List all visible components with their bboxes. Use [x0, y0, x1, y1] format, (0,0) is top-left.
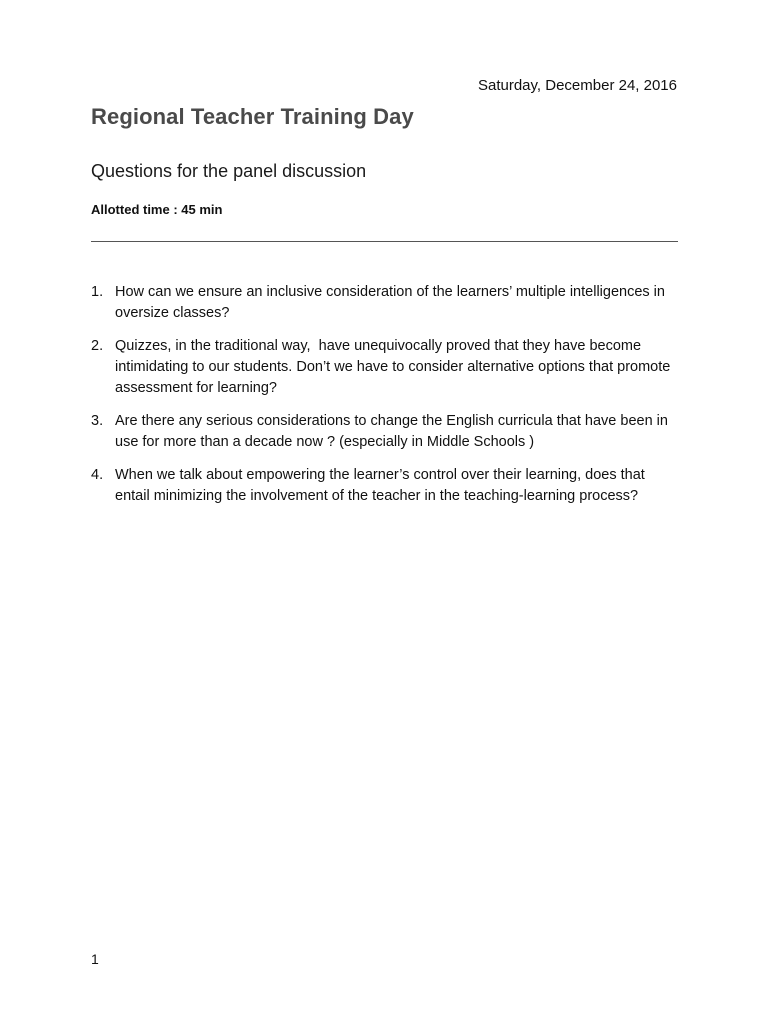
- document-title: Regional Teacher Training Day: [91, 104, 414, 129]
- question-text: Are there any serious considerations to change the English curricula that have been in use for more than a decade now ? (especially in Middle Schools ): [115, 413, 672, 450]
- question-list: [91, 282, 678, 519]
- question-text: Quizzes, in the traditional way, have unequivocally proved that they have become intimidating to our students. Don’t we have to consider alternative options that promote assessment for learning?: [115, 338, 675, 396]
- question-text: How can we ensure an inclusive consideration of the learners’ multiple intelligences in oversize classes?: [115, 284, 669, 321]
- question-number: 3.: [91, 413, 104, 429]
- document-subtitle: Questions for the panel discussion: [91, 161, 367, 181]
- question-item-2: [91, 336, 678, 399]
- question-number: 1.: [91, 284, 104, 300]
- question-number: 2.: [91, 338, 104, 354]
- question-item-3: [91, 411, 678, 453]
- question-text: When we talk about empowering the learner’s control over their learning, does that entail minimizing the involvement of the teacher in the teaching-learning process?: [115, 467, 649, 504]
- allotted-time: Allotted time : 45 min: [91, 202, 223, 217]
- divider-line: [91, 241, 678, 242]
- document-date: Saturday, December 24, 2016: [477, 77, 677, 94]
- question-number: 4.: [91, 467, 104, 483]
- page-number: 1: [91, 951, 99, 967]
- question-item-4: [91, 465, 678, 507]
- question-item-1: [91, 282, 678, 324]
